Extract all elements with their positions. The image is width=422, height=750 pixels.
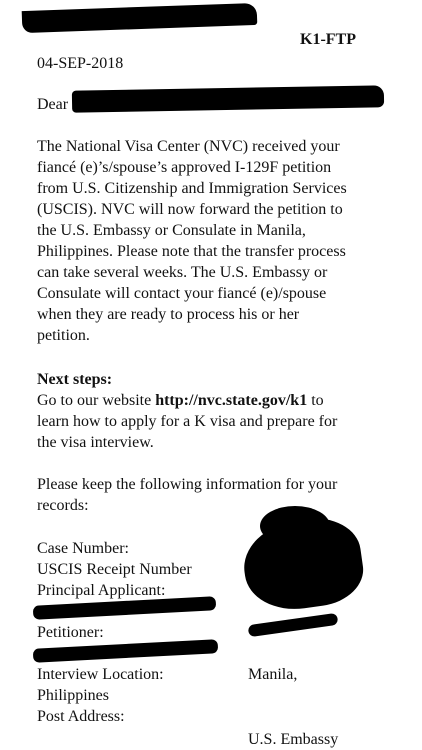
- redaction-petitioner-value: [248, 613, 339, 637]
- body-line: when they are ready to process his or her: [37, 306, 300, 323]
- document-code: K1-FTP: [300, 31, 356, 48]
- next-steps-prefix: Go to our website: [37, 392, 156, 409]
- body-line: from U.S. Citizenship and Immigration Services: [37, 180, 347, 197]
- body-line: Philippines. Please note that the transfer process: [37, 243, 346, 260]
- body-line: petition.: [37, 327, 90, 344]
- keep-info-line: records:: [37, 497, 89, 514]
- redaction-salutation-name: [72, 85, 384, 112]
- body-line: the U.S. Embassy or Consulate in Manila,: [37, 222, 306, 239]
- next-steps-line: the visa interview.: [37, 434, 154, 451]
- body-line: fiancé (e)’s/spouse’s approved I-129F petition: [37, 159, 332, 176]
- keep-info-paragraph: [37, 474, 337, 516]
- body-line: can take several weeks. The U.S. Embassy or: [37, 264, 328, 281]
- nvc-website-link[interactable]: http://nvc.state.gov/k1: [155, 392, 308, 409]
- case-number-label: Case Number:: [37, 540, 129, 557]
- keep-info-line: Please keep the following information for your: [37, 476, 338, 493]
- body-paragraph: [37, 136, 387, 346]
- post-address-label: Post Address:: [37, 708, 125, 725]
- body-line: (USCIS). NVC will now forward the petition to: [37, 201, 343, 218]
- post-address-value: U.S. Embassy: [248, 731, 339, 748]
- interview-location-country: Philippines: [37, 687, 110, 704]
- document-date: 04-SEP-2018: [37, 55, 124, 72]
- next-steps-line: learn how to apply for a K visa and prepare for: [37, 413, 338, 430]
- next-steps-heading: Next steps:: [37, 371, 113, 388]
- redaction-top-left: [22, 3, 258, 33]
- petitioner-label: Petitioner:: [37, 624, 104, 641]
- next-steps-heading-text: Next steps: [37, 371, 107, 388]
- principal-applicant-label: Principal Applicant:: [37, 582, 166, 599]
- interview-location-label: Interview Location:: [37, 666, 164, 683]
- body-line: The National Visa Center (NVC) received your: [37, 138, 340, 155]
- salutation: Dear: [37, 96, 69, 113]
- body-line: Consulate will contact your fiancé (e)/spouse: [37, 285, 327, 302]
- interview-location-value: Manila,: [248, 666, 298, 683]
- next-steps-suffix: to: [307, 392, 324, 409]
- next-steps-line: [37, 390, 337, 411]
- uscis-receipt-label: USCIS Receipt Number: [37, 561, 192, 578]
- next-steps-paragraph: [37, 390, 337, 453]
